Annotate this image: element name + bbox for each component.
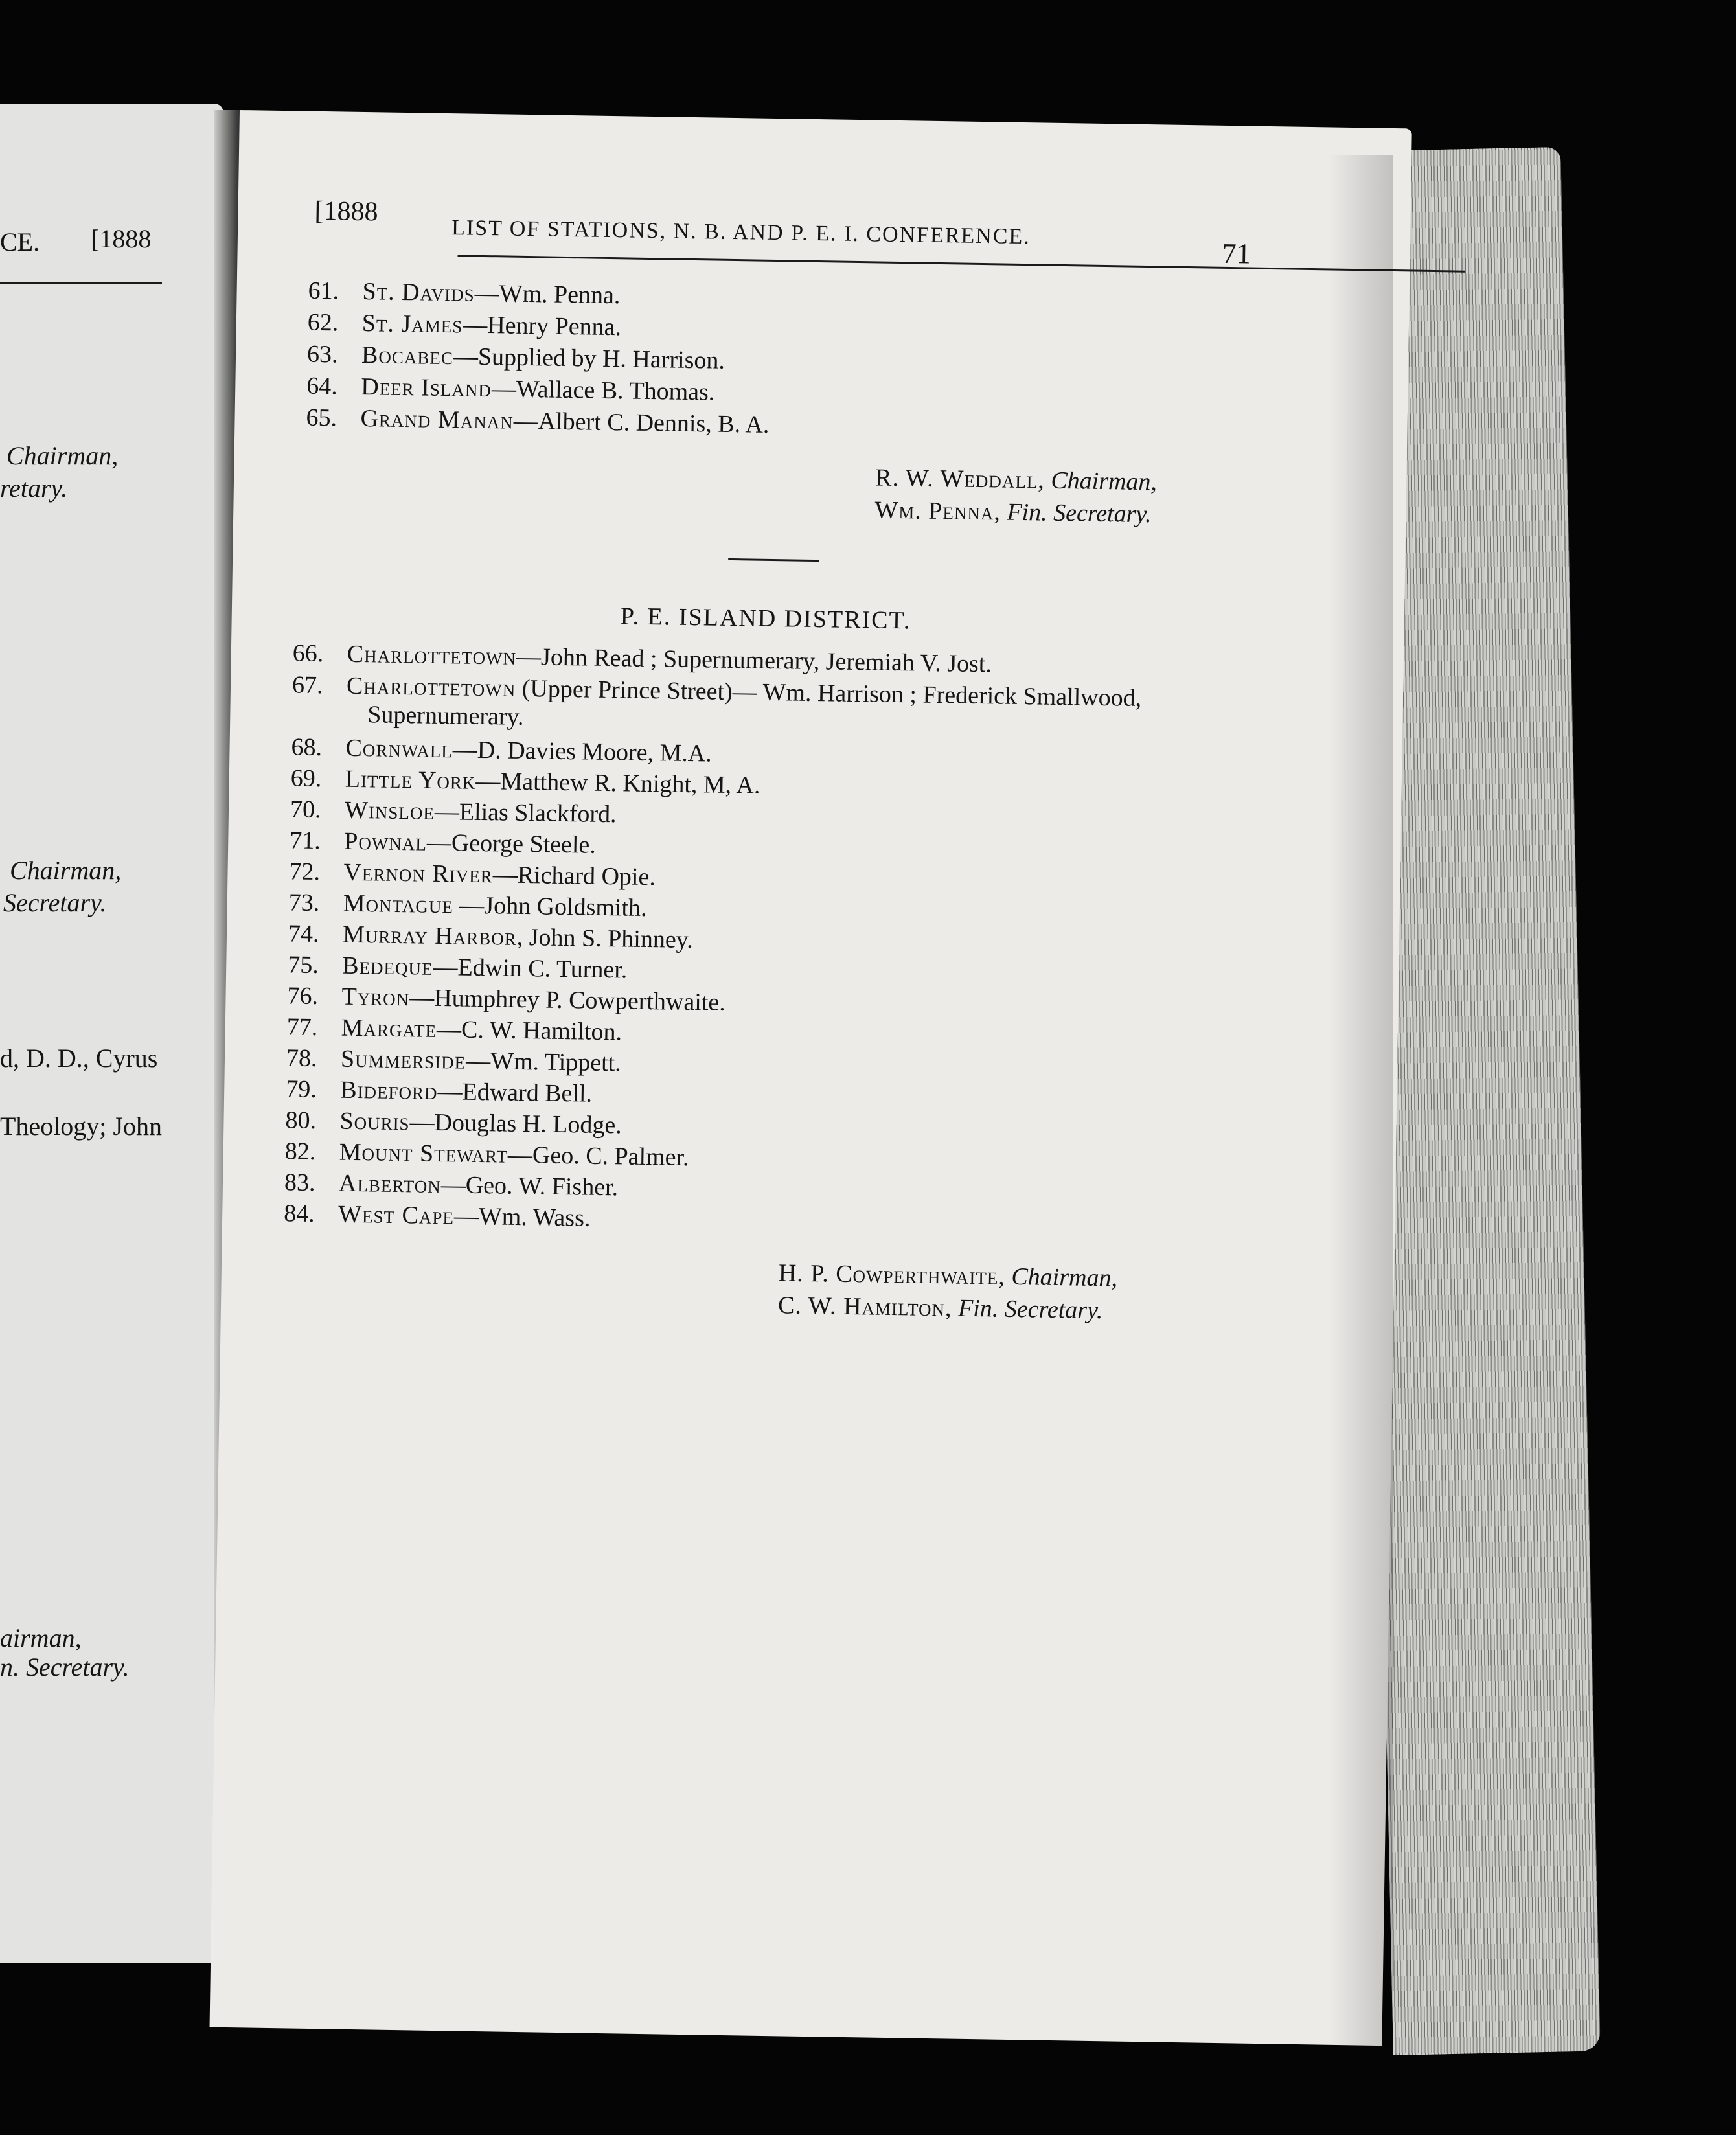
entry-number: 84. bbox=[283, 1200, 315, 1228]
station-entry bbox=[288, 950, 628, 984]
station-entry bbox=[284, 1137, 689, 1172]
chairman-signature bbox=[779, 1259, 1118, 1292]
station-name: Deer Island bbox=[360, 372, 492, 403]
left-line: airman, bbox=[0, 1623, 82, 1652]
entry-number: 72. bbox=[289, 858, 321, 886]
left-line: Secretary. bbox=[3, 888, 107, 917]
station-ministers: —C. W. Hamilton. bbox=[436, 1015, 622, 1046]
station-name: Vernon River bbox=[343, 858, 494, 889]
signatory-name: C. W. Hamilton, bbox=[777, 1292, 952, 1322]
left-line: d, D. D., Cyrus bbox=[0, 1044, 158, 1073]
station-ministers: —George Steele. bbox=[426, 828, 597, 859]
left-line: n. Secretary. bbox=[0, 1652, 130, 1682]
entry-number: 76. bbox=[287, 982, 319, 1010]
section-divider bbox=[728, 558, 819, 562]
entry-number: 80. bbox=[285, 1106, 317, 1135]
station-name: Tyron bbox=[341, 983, 410, 1012]
station-ministers: —Richard Opie. bbox=[492, 861, 656, 891]
station-name: Summerside bbox=[340, 1045, 466, 1075]
station-name: Alberton bbox=[338, 1169, 442, 1199]
station-ministers: —John Goldsmith. bbox=[453, 891, 647, 922]
signatory-role: Fin. Secretary. bbox=[957, 1294, 1103, 1325]
station-entry bbox=[288, 919, 693, 954]
station-entry bbox=[290, 764, 760, 799]
station-entry bbox=[306, 404, 770, 439]
station-ministers: —Edwin C. Turner. bbox=[433, 953, 628, 984]
station-name: Little York bbox=[345, 765, 476, 795]
station-entry bbox=[288, 888, 646, 922]
station-ministers: —Albert C. Dennis, B. A. bbox=[513, 407, 770, 439]
right-page bbox=[210, 110, 1412, 2046]
left-line: Theology; John bbox=[0, 1112, 162, 1141]
page-number: 71 bbox=[1222, 237, 1251, 270]
station-name: Margate bbox=[341, 1014, 437, 1043]
station-ministers: —Douglas H. Lodge. bbox=[409, 1108, 622, 1139]
station-name: Grand Manan bbox=[360, 404, 514, 435]
station-name: Bedeque bbox=[341, 952, 433, 981]
entry-number: 82. bbox=[284, 1137, 316, 1166]
entry-number: 65. bbox=[306, 404, 337, 432]
entry-number: 69. bbox=[290, 764, 322, 793]
station-ministers: —Wallace B. Thomas. bbox=[491, 375, 715, 406]
entry-continuation bbox=[367, 700, 524, 731]
station-name: Bocabec bbox=[361, 341, 454, 371]
entry-number: 67. bbox=[291, 671, 323, 700]
station-ministers: —Henry Penna. bbox=[462, 311, 622, 341]
entry-number: 74. bbox=[288, 920, 319, 948]
continuation-text: Supernumerary. bbox=[367, 701, 524, 731]
station-ministers: —Wm. Penna. bbox=[474, 279, 621, 310]
left-line: Chairman, bbox=[6, 441, 119, 470]
station-name: Mount Stewart bbox=[339, 1138, 508, 1169]
station-entry bbox=[284, 1168, 619, 1202]
station-ministers: —John Read ; Supernumerary, Jeremiah V. Jost. bbox=[516, 643, 992, 678]
signatory-name: Wm. Penna, bbox=[874, 496, 1001, 526]
station-entry bbox=[287, 981, 725, 1017]
station-name: Bideford bbox=[339, 1076, 438, 1105]
station-entry bbox=[286, 1044, 621, 1077]
entry-number: 75. bbox=[287, 951, 319, 979]
station-ministers: —D. Davies Moore, M.A. bbox=[452, 736, 713, 768]
secretary-signature bbox=[778, 1291, 1103, 1325]
station-name: Pownal bbox=[343, 827, 428, 856]
station-entry bbox=[291, 733, 712, 768]
chairman-signature bbox=[875, 463, 1157, 496]
station-entry bbox=[290, 795, 617, 828]
left-line: Chairman, bbox=[10, 856, 122, 885]
signatory-role: Fin. Secretary. bbox=[1007, 498, 1152, 529]
station-name: St. Davids bbox=[362, 278, 475, 307]
station-ministers: —Humphrey P. Cowperthwaite. bbox=[409, 984, 726, 1016]
page-header-year: [1888 bbox=[314, 196, 378, 227]
station-ministers: —Wm. Tippett. bbox=[465, 1047, 622, 1077]
left-page bbox=[0, 104, 223, 1963]
signatory-name: H. P. Cowperthwaite, bbox=[778, 1259, 1006, 1290]
station-entry bbox=[289, 857, 656, 891]
station-ministers: —Wm. Wass. bbox=[453, 1202, 591, 1232]
station-entry bbox=[306, 372, 715, 407]
entry-number: 64. bbox=[306, 372, 338, 400]
district-title: P. E. ISLAND DISTRICT. bbox=[620, 602, 911, 635]
station-ministers: —Geo. C. Palmer. bbox=[507, 1141, 689, 1172]
secretary-signature bbox=[874, 496, 1152, 529]
station-entry bbox=[290, 826, 596, 859]
station-ministers: —Matthew R. Knight, M, A. bbox=[475, 767, 760, 799]
station-entry bbox=[285, 1106, 622, 1139]
entry-number: 70. bbox=[290, 795, 321, 824]
left-header-rule bbox=[0, 282, 162, 284]
station-ministers: —Elias Slackford. bbox=[434, 797, 617, 828]
entry-number: 63. bbox=[306, 340, 338, 369]
station-ministers: —Geo. W. Fisher. bbox=[440, 1171, 619, 1202]
signatory-name: R. W. Weddall, bbox=[874, 464, 1045, 494]
station-name: Cornwall bbox=[345, 734, 453, 764]
station-name: Souris bbox=[339, 1107, 410, 1136]
entry-number: 71. bbox=[289, 827, 321, 855]
header-rule bbox=[457, 255, 1465, 272]
station-ministers: —Edward Bell. bbox=[437, 1077, 593, 1108]
left-header-year: [1888 bbox=[91, 224, 152, 253]
entry-number: 78. bbox=[286, 1044, 317, 1073]
station-entry bbox=[308, 308, 622, 342]
entry-number: 68. bbox=[291, 733, 323, 762]
station-entry bbox=[307, 340, 725, 375]
station-name: Montague bbox=[343, 889, 454, 919]
station-name: Murray Harbor bbox=[342, 920, 518, 951]
entry-number: 66. bbox=[292, 639, 324, 668]
station-ministers: (Upper Prince Street)— Wm. Harrison ; Frederick Smallwood, bbox=[516, 674, 1142, 712]
running-title: LIST OF STATIONS, N. B. AND P. E. I. CONFERENCE. bbox=[451, 216, 1031, 249]
station-ministers: , John S. Phinney. bbox=[516, 923, 694, 954]
station-name: Charlottetown bbox=[346, 672, 516, 702]
entry-number: 77. bbox=[286, 1013, 318, 1042]
signatory-role: Chairman, bbox=[1051, 466, 1158, 496]
station-name: Winsloe bbox=[344, 796, 435, 825]
left-line: retary. bbox=[0, 474, 68, 503]
station-entry bbox=[286, 1075, 593, 1108]
station-name: St. James bbox=[361, 310, 463, 339]
station-entry bbox=[284, 1199, 591, 1232]
page-edge-shadow bbox=[1328, 155, 1393, 2047]
entry-number: 73. bbox=[288, 889, 320, 917]
entry-number: 61. bbox=[308, 277, 339, 305]
left-header-fragment: CE. bbox=[0, 227, 40, 257]
signatory-role: Chairman, bbox=[1011, 1262, 1118, 1292]
entry-number: 79. bbox=[285, 1075, 317, 1104]
station-entry bbox=[308, 277, 621, 310]
station-entry bbox=[286, 1012, 622, 1046]
entry-number: 83. bbox=[284, 1169, 315, 1197]
station-name: West Cape bbox=[337, 1200, 455, 1230]
station-ministers: —Supplied by H. Harrison. bbox=[453, 343, 725, 374]
station-name: Charlottetown bbox=[347, 640, 517, 670]
entry-number: 62. bbox=[307, 308, 339, 337]
